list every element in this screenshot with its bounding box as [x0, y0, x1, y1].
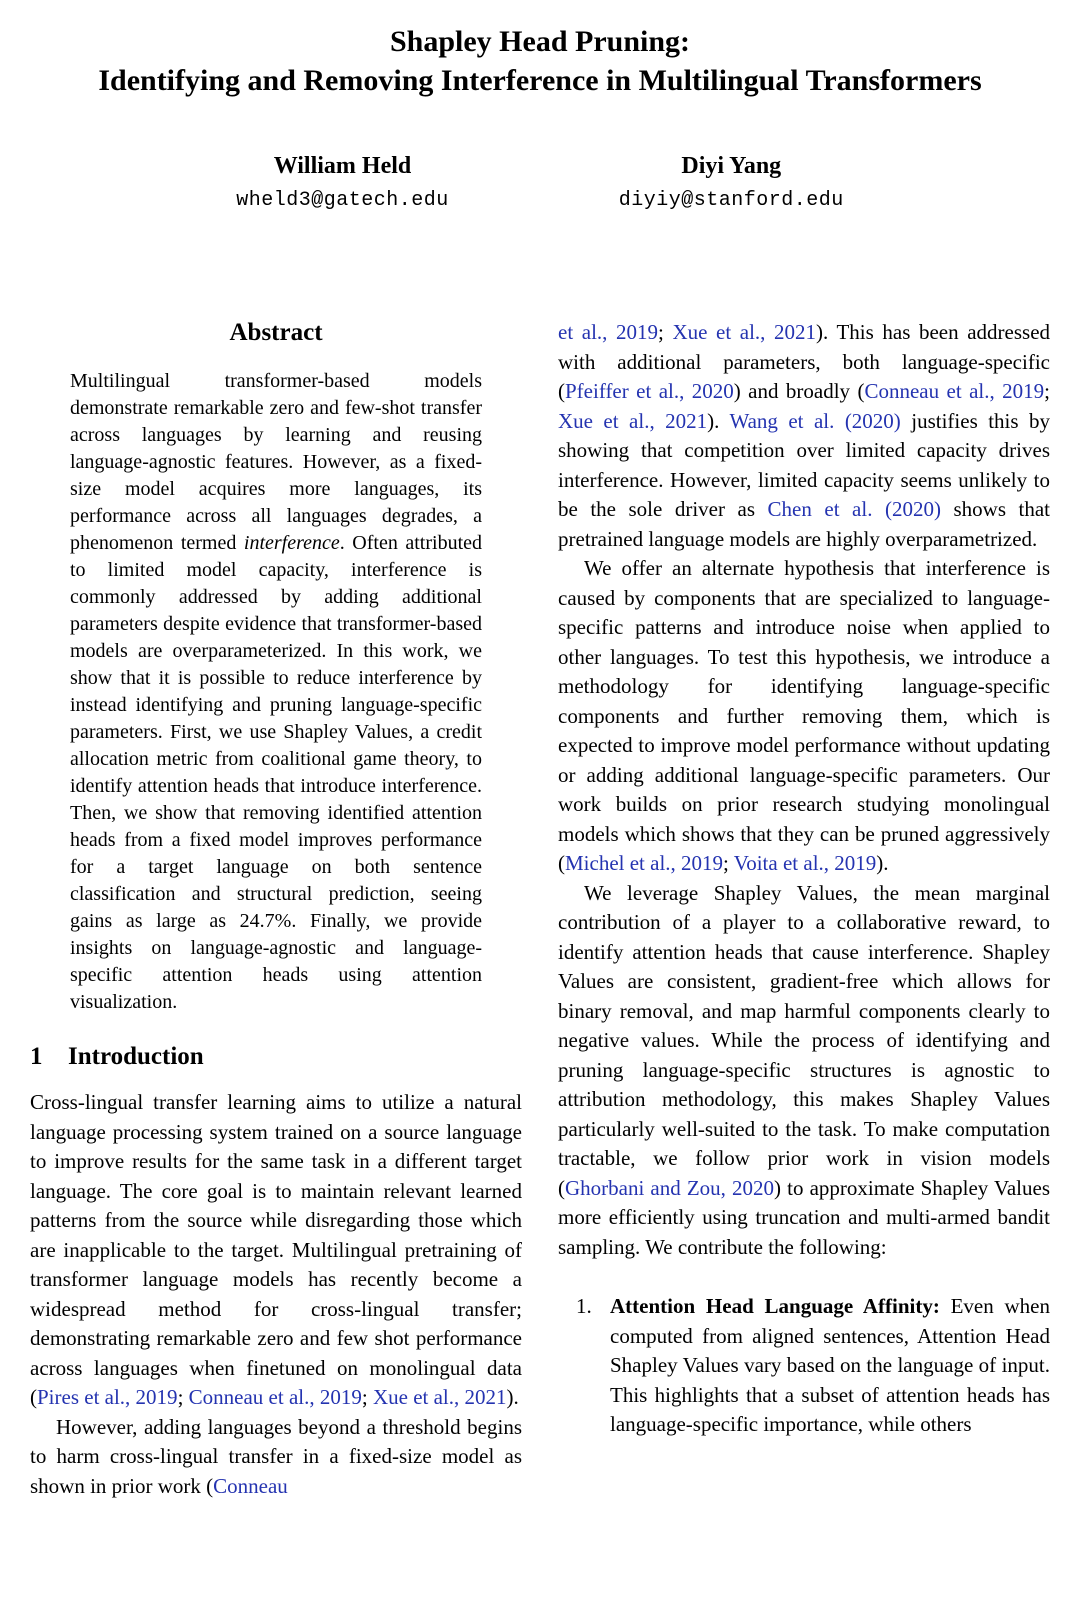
- section-number: 1: [30, 1043, 43, 1070]
- paper-title-line2: Identifying and Removing Interference in Multilingual Transformers: [98, 64, 982, 97]
- author-1-name: William Held: [273, 153, 412, 179]
- intro-paragraph-2: [30, 1413, 522, 1502]
- text-segment: ). This has been addressed with additional parameters, both language-specific (: [558, 320, 1051, 403]
- citation-link[interactable]: Xue et al., 2021: [372, 1385, 507, 1409]
- abstract-heading: Abstract: [229, 319, 323, 346]
- author-2-name: Diyi Yang: [681, 153, 782, 179]
- title-block: [0, 0, 1080, 212]
- citation-link[interactable]: Wang et al. (2020): [729, 408, 901, 433]
- citation-link[interactable]: Conneau: [213, 1473, 288, 1498]
- text-segment: ).: [707, 408, 730, 433]
- left-column: [30, 318, 522, 1501]
- citation-link[interactable]: Conneau et al., 2019: [864, 379, 1045, 403]
- text-segment: interference: [243, 532, 340, 554]
- citation-link[interactable]: et al., 2019: [558, 320, 658, 344]
- paper-title-line1: Shapley Head Pruning:: [389, 25, 691, 58]
- text-segment: ;: [658, 320, 673, 344]
- text-segment: We leverage Shapley Values, the mean marginal contribution of a player to a collaborative reward, to identify attention heads that cause interference. Shapley Values are consistent, gradient-free which allows for binary removal, and map harmful components clearly to negative values. While the process of identifying and pruning language-specific structures is agnostic to attribution methodology, this makes Shapley Values particularly well-suited to the task. To make computation tractable, we follow prior work in vision models (: [558, 880, 1050, 1200]
- contribution-list-item-1: [558, 1292, 1050, 1440]
- text-segment: ;: [361, 1385, 373, 1409]
- citation-link[interactable]: Pfeiffer et al., 2020: [565, 379, 734, 403]
- intro-paragraph-4: [558, 879, 1050, 1263]
- text-segment: justifies this by showing that competition over limited capacity drives interference. However, limited capacity seems unlikely to be the sole driver as: [558, 408, 1050, 521]
- text-segment: Attention Head Language Affinity:: [610, 1294, 940, 1318]
- right-column: [558, 318, 1050, 1501]
- text-segment: However, adding languages beyond a threshold begins to harm cross-lingual transfer in a fixed-size model as shown in prior work (: [30, 1414, 522, 1498]
- section-heading-introduction: [30, 1042, 522, 1072]
- text-segment: ) to approximate Shapley Values more efficiently using truncation and multi-armed bandit sampling. We contribute the following:: [558, 1175, 1050, 1259]
- list-item-1-number: 1.: [576, 1294, 592, 1318]
- intro-paragraph-3: [558, 554, 1050, 879]
- section-title: Introduction: [68, 1043, 204, 1070]
- abstract-section: [30, 318, 522, 1016]
- abstract-text: [70, 368, 482, 1016]
- intro-paragraph-2-continuation: [558, 318, 1050, 554]
- citation-link[interactable]: Chen et al. (2020): [767, 497, 941, 521]
- citation-link[interactable]: Xue et al., 2021: [672, 320, 817, 344]
- text-segment: ) and broadly (: [733, 379, 865, 403]
- text-segment: We offer an alternate hypothesis that interference is caused by components that are specialized to language-specific patterns and introduce noise when applied to other languages. To test this hypothesis, we introduce a methodology for identifying language-specific components and further removing them, which is expected to improve model performance without updating or adding additional language-specific parameters. Our work builds on prior research studying monolingual models which shows that they can be pruned aggressively (: [558, 556, 1050, 875]
- text-segment: ).: [876, 851, 889, 875]
- citation-link[interactable]: Conneau et al., 2019: [188, 1385, 362, 1409]
- citation-link[interactable]: Pires et al., 2019: [37, 1385, 178, 1409]
- text-segment: Cross-lingual transfer learning aims to utilize a natural language processing system trained on a source language to improve results for the same task in a different target language. The core goal is to maintain relevant learned patterns from the source while disregarding those which are inapplicable to the target. Multilingual pretraining of transformer language models has recently become a widespread method for cross-lingual transfer; demonstrating remarkable zero and few shot performance across languages when finetuned on monolingual data (: [30, 1090, 522, 1409]
- author-block: [0, 152, 1080, 212]
- intro-paragraph-1: [30, 1088, 522, 1413]
- author-1: [236, 152, 449, 212]
- paper-title: [0, 22, 1080, 100]
- text-segment: ;: [177, 1385, 189, 1409]
- text-segment: ).: [506, 1385, 519, 1409]
- citation-link[interactable]: Xue et al., 2021: [558, 408, 708, 433]
- two-column-body: [0, 318, 1080, 1501]
- citation-link[interactable]: Ghorbani and Zou, 2020: [565, 1175, 775, 1200]
- text-segment: ;: [1044, 379, 1050, 403]
- text-segment: ;: [723, 851, 734, 875]
- text-segment: . Often attributed to limited model capacity, interference is commonly addressed by adding additional parameters despite evidence that transformer-based models are overparameterized. In this work, we show that it is possible to reduce interference by instead identifying and pruning language-specific parameters. First, we use Shapley Values, a credit allocation metric from coalitional game theory, to identify attention heads that introduce interference. Then, we show that removing identified attention heads from a fixed model improves performance for a target language on both sentence classification and structural prediction, seeing gains as large as 24.7%. Finally, we provide insights on language-agnostic and language-specific attention heads using attention visualization.: [70, 532, 482, 1013]
- text-segment: shows that pretrained language models are highly overparametrized.: [558, 497, 1051, 551]
- text-segment: Even when computed from aligned sentences, Attention Head Shapley Values vary based on the language of input. This highlights that a subset of attention heads has language-specific importance, while others: [610, 1294, 1051, 1436]
- citation-link[interactable]: Voita et al., 2019: [733, 851, 877, 875]
- author-1-email: wheld3@gatech.edu: [236, 189, 449, 212]
- text-segment: Multilingual transformer-based models demonstrate remarkable zero and few-shot transfer across languages by learning and reusing language-agnostic features. However, as a fixed-size model acquires more languages, its performance across all languages degrades, a phenomenon termed: [70, 370, 482, 554]
- list-item-1-content: [610, 1292, 1050, 1440]
- author-2-email: diyiy@stanford.edu: [618, 189, 844, 212]
- author-2: [619, 152, 844, 212]
- citation-link[interactable]: Michel et al., 2019: [565, 851, 724, 875]
